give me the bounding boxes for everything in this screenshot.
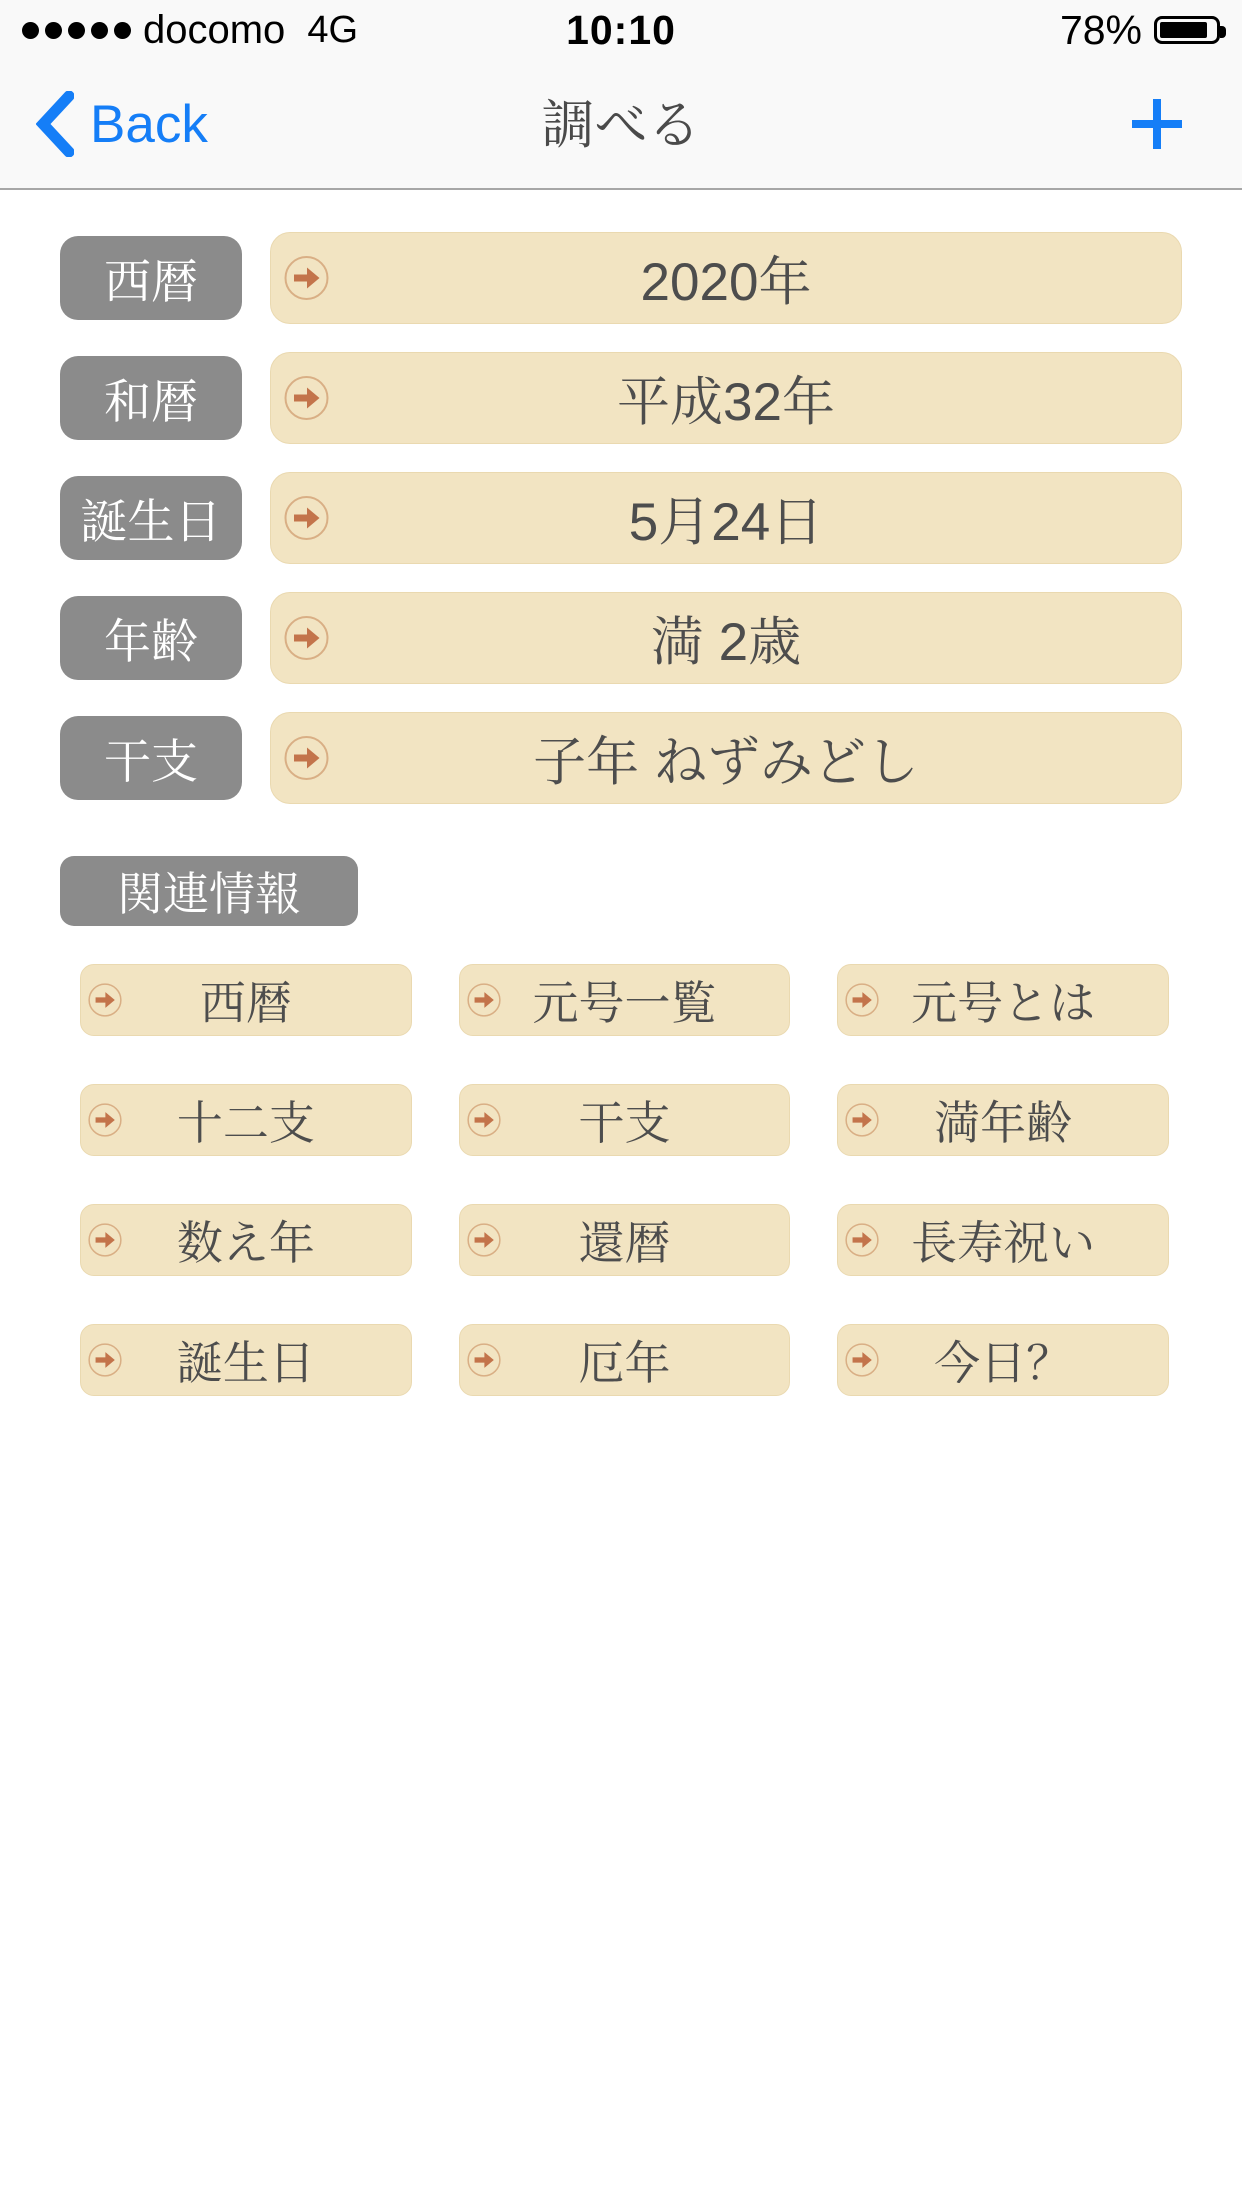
back-label: Back [90,94,208,154]
arrow-circle-icon [845,1103,879,1137]
add-button[interactable] [1130,97,1184,151]
related-button-gengou-ichiran[interactable] [459,964,791,1036]
result-row-wareki [60,352,1182,444]
page-title: 調べる [541,95,701,155]
row-value: 平成32年 [617,373,835,432]
row-label: 和暦 [60,356,242,440]
related-label: 干支 [578,1097,671,1149]
clock: 10:10 [566,6,676,53]
back-button[interactable] [36,91,208,157]
row-value-button[interactable] [270,472,1182,564]
network-label: 4G [307,8,359,51]
row-label: 干支 [60,716,242,800]
row-label: 誕生日 [60,476,242,560]
row-value-button[interactable] [270,232,1182,324]
related-button-seireki[interactable] [80,964,412,1036]
battery-percent: 78% [1059,6,1142,53]
related-button-tanjoubi[interactable] [80,1324,412,1396]
carrier-label: docomo [143,7,286,52]
row-value-button[interactable] [270,592,1182,684]
arrow-circle-icon [284,256,329,301]
related-button-juunishi[interactable] [80,1084,412,1156]
result-row-eto [60,712,1182,804]
arrow-circle-icon [845,1223,879,1257]
related-button-eto[interactable] [459,1084,791,1156]
arrow-circle-icon [88,1103,122,1137]
related-button-yakudoshi[interactable] [459,1324,791,1396]
related-button-mannenrei[interactable] [837,1084,1169,1156]
arrow-circle-icon [845,983,879,1017]
arrow-circle-icon [467,983,501,1017]
related-button-chouju-iwai[interactable] [837,1204,1169,1276]
related-label: 十二支 [176,1097,315,1149]
arrow-circle-icon [88,983,122,1017]
arrow-circle-icon [88,1343,122,1377]
related-section-header: 関連情報 [60,856,358,926]
arrow-circle-icon [88,1223,122,1257]
related-label: 元号とは [911,977,1096,1029]
row-value: 2020年 [640,253,812,312]
related-label: 西暦 [199,977,292,1029]
arrow-circle-icon [284,616,329,661]
related-label: 還暦 [578,1217,671,1269]
row-value: 子年 ねずみどし [533,733,919,792]
result-row-tanjoubi [60,472,1182,564]
row-value-button[interactable] [270,712,1182,804]
arrow-circle-icon [284,496,329,541]
arrow-circle-icon [467,1343,501,1377]
related-button-kanreki[interactable] [459,1204,791,1276]
nav-bar [0,60,1242,188]
row-label: 西暦 [60,236,242,320]
row-value-button[interactable] [270,352,1182,444]
row-value: 5月24日 [628,493,824,552]
related-button-kyou[interactable] [837,1324,1169,1396]
row-value: 満 2歳 [650,613,802,672]
battery-icon [1154,16,1220,44]
result-row-nenrei [60,592,1182,684]
signal-strength-icon [22,22,131,39]
related-label: 数え年 [176,1217,315,1269]
main-content [0,190,1242,1396]
related-button-kazoedoshi[interactable] [80,1204,412,1276]
related-button-gengou-toha[interactable] [837,964,1169,1036]
related-label: 誕生日 [176,1337,315,1389]
related-label: 長寿祝い [911,1217,1096,1269]
arrow-circle-icon [467,1103,501,1137]
status-bar [0,0,1242,60]
related-label: 元号一覧 [532,977,717,1029]
back-chevron-icon [36,91,74,157]
related-label: 満年齢 [934,1097,1073,1149]
header [0,0,1242,190]
result-row-seireki [60,232,1182,324]
arrow-circle-icon [284,376,329,421]
arrow-circle-icon [467,1223,501,1257]
arrow-circle-icon [284,736,329,781]
related-grid [80,964,1169,1396]
arrow-circle-icon [845,1343,879,1377]
row-label: 年齢 [60,596,242,680]
related-label: 今日？ [934,1337,1073,1389]
related-label: 厄年 [578,1337,671,1389]
